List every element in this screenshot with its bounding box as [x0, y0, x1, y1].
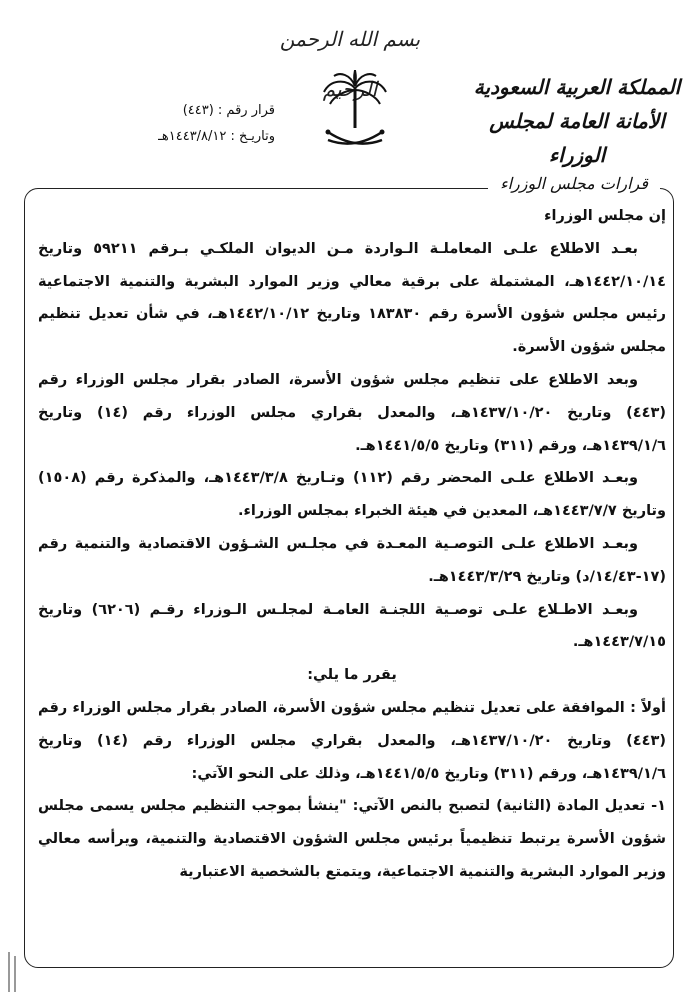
frame-title: قرارات مجلس الوزراء — [488, 168, 660, 200]
decision-date: وتاريـخ : ١٤٤٣/٨/١٢هـ — [158, 129, 275, 144]
decision-number: قرار رقم : (٤٤٣) — [182, 103, 275, 118]
clause-item-1: ١- تعديل المادة (الثانية) لتصبح بالنص الآتي: "ينشأ بموجب التنظيم مجلس يسمى مجلس شؤون الأسرة يرتبط تنظيمياً برئيس مجلس الشؤون الاقتصادية والتنمية، ويرأسه معالي وزير الموارد البشرية والتنمية الاجتماعية، ويتمتع بالشخصية الاعتبارية — [38, 798, 666, 880]
paragraph-5: وبعـد الاطـلاع علـى توصـية اللجنـة العامـة لمجلـس الـوزراء رقـم (٦٢٠٦) وتاريخ ١٤٤٣/٧/١٥هـ. — [38, 601, 666, 651]
paragraph-2: وبعد الاطلاع على تنظيم مجلس شؤون الأسرة، الصادر بقرار مجلس الوزراء رقم (٤٤٣) وتاريخ ١٤٣٧/١٠/٢٠هـ، والمعدل بقراري مجلس الوزراء رقم (١٤) وتاريخ ١٤٣٩/١/٦هـ، ورقم (٣١١) وتاريخ ١٤٤١/٥/٥هـ. — [38, 371, 666, 454]
opening-line: إن مجلس الوزراء — [544, 208, 666, 224]
saudi-emblem-icon — [320, 70, 390, 160]
decision-meta — [100, 98, 275, 150]
kingdom-name: المملكة العربية السعودية — [473, 75, 681, 99]
general-secretariat-name: الأمانة العامة لمجلس الوزراء — [489, 109, 665, 167]
paragraph-3: وبعـد الاطلاع علـى المحضر رقم (١١٢) وتـاريخ ١٤٤٣/٣/٨هـ، والمذكرة رقم (١٥٠٨) وتاريخ ١٤٤٣/٧/٧هـ، المعدين في هيئة الخبراء بمجلس الوزراء. — [38, 470, 666, 520]
kingdom-header — [472, 70, 682, 172]
paragraph-1: بعـد الاطلاع علـى المعاملـة الـواردة مـن الديوان الملكـي بـرقم ٥٩٢١١ وتاريخ ١٤٤٢/١٠/١٤هـ، المشتملة على برقية معالي وزير الموارد البشرية والتنمية الاجتماعية رئيس مجلس شؤون الأسرة رقم ١٨٣٨٣٠ وتاريخ ١٤٤٢/١٠/١٢هـ، في شأن تعديل تنظيم مجلس شؤون الأسرة. — [38, 240, 666, 356]
decides-heading: يقرر ما يلي: — [307, 667, 397, 684]
clause-first: أولاً : الموافقة على تعديل تنظيم مجلس شؤون الأسرة، الصادر بقرار مجلس الوزراء رقم (٤٤٣) وتاريخ ١٤٣٧/١٠/٢٠هـ، والمعدل بقراري مجلس الوزراء رقم (١٤) وتاريخ ١٤٣٩/١/٦هـ، ورقم (٣١١) وتاريخ ١٤٤١/٥/٥هـ، وذلك على النحو الآتي: — [38, 699, 666, 782]
document-body — [38, 200, 666, 889]
margin-marks — [6, 952, 18, 992]
paragraph-4: وبعـد الاطلاع علـى التوصـية المعـدة في مجلـس الشـؤون الاقتصادية والتنمية رقم (١٧-١٤/٤٣/د) وتاريخ ١٤٤٣/٣/٢٩هـ. — [38, 535, 666, 585]
basmala: بسم الله الرحمن الرحيم — [279, 27, 421, 101]
